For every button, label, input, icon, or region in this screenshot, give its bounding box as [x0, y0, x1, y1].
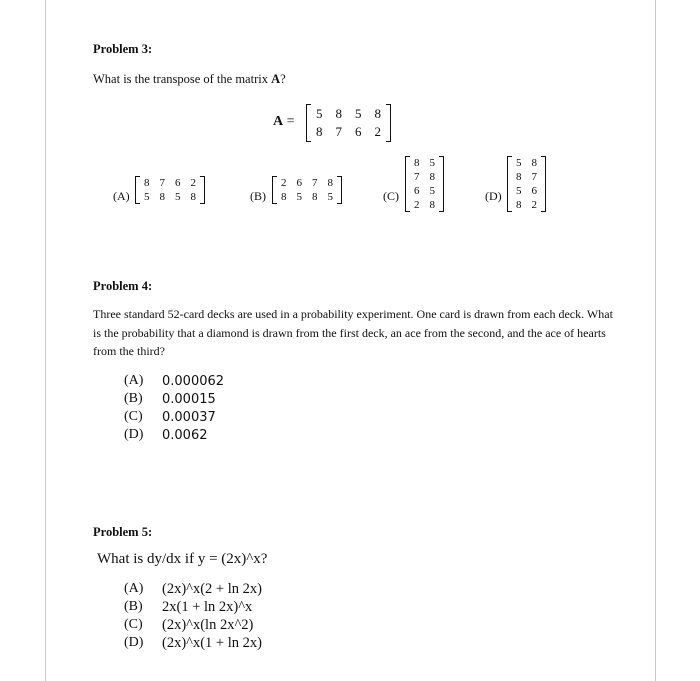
option-c-matrix-cell-r1c2: 5 [429, 157, 435, 169]
matrix-a-cell-r1c3: 5 [355, 106, 362, 121]
problem-3-option-d-matrix [507, 156, 546, 212]
matrix-a-cell-r1c2: 8 [335, 106, 342, 121]
problem-5-option-a-value: (2x)^x(2 + ln 2x) [162, 580, 262, 597]
option-c-matrix-cell-r4c2: 8 [429, 199, 435, 211]
option-a-matrix-cell-r1c4: 2 [190, 177, 196, 189]
option-d-matrix-cells [512, 156, 541, 212]
problem-4-option-a [124, 372, 224, 390]
option-b-matrix-cell-r2c3: 8 [312, 191, 318, 203]
option-b-matrix-cell-r2c2: 5 [296, 191, 302, 203]
problem-3-option-c-label: (C) [383, 189, 399, 203]
option-d-matrix-right-bracket [541, 156, 546, 212]
problem-4-option-c-label: (C) [124, 409, 143, 424]
option-a-matrix-cell-r2c2: 8 [159, 191, 165, 203]
problem-3-option-d-label: (D) [485, 189, 502, 203]
page-edge-right [655, 0, 656, 681]
option-a-matrix-cell-r1c1: 8 [144, 177, 150, 189]
option-b-matrix-cell-r2c4: 5 [327, 191, 333, 203]
option-a-matrix-cell-r2c4: 8 [190, 191, 196, 203]
matrix-a-label [273, 114, 295, 130]
problem-4-heading: Problem 4: [93, 279, 153, 293]
problem-5-options [124, 580, 262, 652]
problem-5-option-d-label: (D) [124, 635, 144, 650]
problem-4-option-d-value: 0.0062 [162, 427, 208, 443]
problem-3-question-end: ? [280, 72, 286, 86]
matrix-a-cell-r1c1: 5 [316, 106, 323, 121]
matrix-a-cell-r2c3: 6 [355, 124, 362, 139]
option-c-matrix-cell-r4c1: 2 [414, 199, 420, 211]
option-a-matrix-cells [140, 176, 200, 204]
option-d-matrix-cell-r4c2: 2 [531, 199, 537, 211]
option-d-matrix-cell-r1c1: 5 [516, 157, 522, 169]
problem-5-option-d-value: (2x)^x(1 + ln 2x) [162, 634, 262, 651]
problem-5-heading: Problem 5: [93, 525, 153, 539]
matrix-a-right-bracket [386, 104, 391, 142]
problem-5-option-c-value: (2x)^x(ln 2x^2) [162, 616, 254, 633]
problem-4-option-d-label: (D) [124, 427, 144, 442]
problem-5-option-a-label: (A) [124, 581, 144, 596]
problem-3-option-b-label: (B) [250, 189, 266, 203]
option-b-matrix-right-bracket [337, 176, 342, 204]
option-c-matrix-right-bracket [439, 156, 444, 212]
problem-3-heading: Problem 3: [93, 42, 153, 56]
matrix-a-cell-r2c2: 7 [335, 124, 342, 139]
problem-3-option-a-label: (A) [113, 189, 130, 203]
option-a-matrix-right-bracket [200, 176, 205, 204]
problem-4-option-b [124, 390, 224, 408]
option-c-matrix-cell-r1c1: 8 [414, 157, 420, 169]
matrix-a-cell-r2c1: 8 [316, 124, 323, 139]
problem-5-option-c-label: (C) [124, 617, 143, 632]
option-d-matrix-cell-r1c2: 8 [531, 157, 537, 169]
problem-4-option-b-value: 0.00015 [162, 391, 216, 407]
option-c-matrix-cell-r2c1: 7 [414, 171, 420, 183]
page-edge-left [45, 0, 46, 681]
matrix-a [306, 104, 391, 142]
problem-5-option-c [124, 616, 262, 634]
problem-3-question-matrix-symbol: A [271, 72, 281, 86]
option-d-matrix-cell-r2c1: 8 [516, 171, 522, 183]
problem-5-option-b [124, 598, 262, 616]
option-c-matrix-cell-r3c2: 5 [429, 185, 435, 197]
option-b-matrix-cell-r1c1: 2 [281, 177, 287, 189]
option-a-matrix-cell-r1c2: 7 [159, 177, 165, 189]
matrix-a-cells [311, 104, 386, 142]
problem-4-option-a-value: 0.000062 [162, 373, 225, 389]
option-c-matrix-cells [410, 156, 439, 212]
problem-3-question [93, 72, 286, 87]
option-b-matrix-cell-r2c1: 8 [281, 191, 287, 203]
problem-5-option-a [124, 580, 262, 598]
problem-4-question: Three standard 52-card decks are used in a probability experiment. One card is drawn from each deck. What is the probability that a diamond is drawn from the first deck, an ace from the second, and the ace of hearts from the third? [93, 307, 613, 358]
problem-4-option-d [124, 426, 224, 444]
option-c-matrix-cell-r2c2: 8 [429, 171, 435, 183]
option-d-matrix-cell-r4c1: 8 [516, 199, 522, 211]
problem-4-option-a-label: (A) [124, 373, 144, 388]
matrix-a-cell-r1c4: 8 [374, 106, 381, 121]
option-b-matrix-cell-r1c4: 8 [327, 177, 333, 189]
problem-3-option-c-matrix [405, 156, 444, 212]
problem-4-option-c-value: 0.00037 [162, 409, 216, 425]
option-b-matrix-cells [277, 176, 337, 204]
option-b-matrix-cell-r1c2: 6 [296, 177, 302, 189]
problem-5-option-b-label: (B) [124, 599, 143, 614]
problem-3-option-b-matrix [272, 176, 342, 204]
matrix-a-name: A [273, 114, 284, 129]
problem-4-options [124, 372, 224, 444]
problem-3-option-a-matrix [135, 176, 205, 204]
problem-5-option-b-value: 2x(1 + ln 2x)^x [162, 598, 253, 615]
matrix-a-equals: = [286, 114, 295, 129]
problem-3-question-text: What is the transpose of the matrix [93, 72, 272, 86]
option-a-matrix-cell-r1c3: 6 [175, 177, 181, 189]
problem-5-question: What is dy/dx if y = (2x)^x? [97, 551, 268, 567]
problem-4-option-c [124, 408, 224, 426]
problem-5-option-d [124, 634, 262, 652]
option-b-matrix-cell-r1c3: 7 [312, 177, 318, 189]
option-a-matrix-cell-r2c3: 5 [175, 191, 181, 203]
option-a-matrix-cell-r2c1: 5 [144, 191, 150, 203]
problem-4-option-b-label: (B) [124, 391, 143, 406]
option-d-matrix-cell-r3c1: 5 [516, 185, 522, 197]
matrix-a-cell-r2c4: 2 [374, 124, 381, 139]
option-d-matrix-cell-r2c2: 7 [531, 171, 537, 183]
option-c-matrix-cell-r3c1: 6 [414, 185, 420, 197]
option-d-matrix-cell-r3c2: 6 [531, 185, 537, 197]
